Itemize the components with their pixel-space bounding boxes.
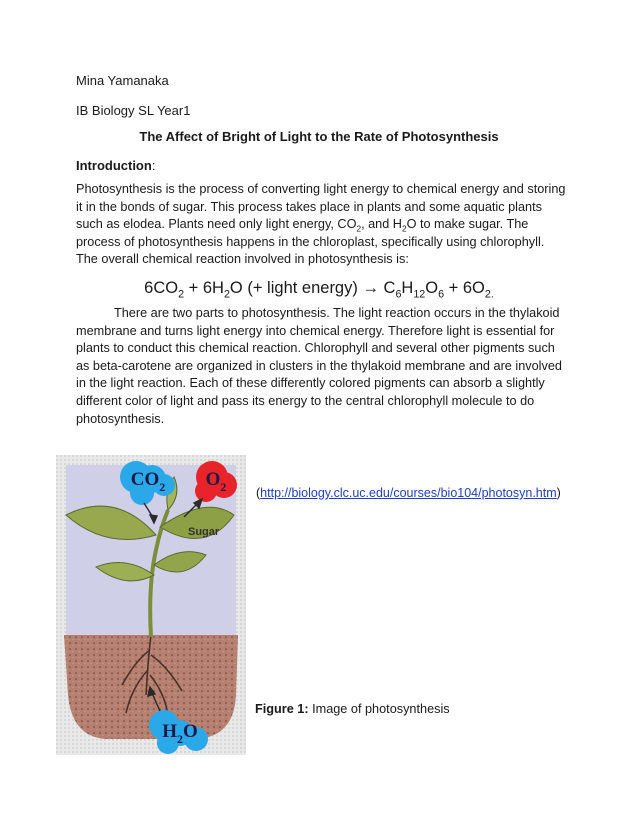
intro-paragraph-1 <box>76 181 566 269</box>
source-link[interactable]: http://biology.clc.uc.edu/courses/bio104/photosyn.htm <box>260 486 557 500</box>
eq-t6: O <box>425 279 439 297</box>
eq-t4: C <box>378 279 396 297</box>
eq-t7: + 6O <box>444 279 485 297</box>
source-close-paren: ) <box>556 486 561 500</box>
photosynthesis-equation <box>0 278 638 301</box>
eq-t3: O (+ light energy) <box>229 279 363 297</box>
sugar-label: Sugar <box>188 526 220 538</box>
h2o-sub-label: 2 <box>177 732 183 746</box>
introduction-heading-colon: : <box>151 158 156 173</box>
p1-sub-co2: 2 <box>356 224 362 234</box>
o2-sub-label: 2 <box>220 480 227 494</box>
figure-source <box>256 486 561 500</box>
p1-text-c: O to make sugar. The process of photosynthesis happens in the chloroplast, specifically using chlorophyll. The overall chemical reaction involved in photosynthesis is: <box>76 217 545 267</box>
co2-label: CO <box>130 469 160 490</box>
eq-s5: 6 <box>438 288 445 301</box>
eq-s6: 2. <box>484 288 494 301</box>
intro-paragraph-2: There are two parts to photosynthesis. The light reaction occurs in the thylakoid membrane and turns light energy into chemical energy. Therefore light is essential for plants to conduct this chemical reaction. Chlorophyll and several other pigments such as beta-carotene are organized in clusters in the thylakoid membrane and are involved in the light reaction. Each of these differently colored pigments can absorb a slightly different color of light and pass its energy to the central chlorophyll molecule to do photosynthesis. <box>76 306 562 426</box>
eq-s1: 2 <box>178 288 185 301</box>
p1-text-a: Photosynthesis is the process of converting light energy to chemical energy and storing it in the bonds of sugar. This process takes place in plants and some aquatic plants such as elodea. Plants need only light energy, CO <box>76 182 566 232</box>
eq-t1: 6CO <box>144 279 179 297</box>
author-name: Mina Yamanaka <box>76 73 169 88</box>
eq-s4: 12 <box>413 288 426 301</box>
section-heading-introduction <box>76 158 155 174</box>
eq-t5: H <box>401 279 414 297</box>
introduction-heading-text: Introduction <box>76 158 152 173</box>
eq-s3: 6 <box>395 288 402 301</box>
h2o-tail-label: O <box>183 721 198 742</box>
photosynthesis-illustration <box>56 455 246 755</box>
course-name: IB Biology SL Year1 <box>76 103 191 118</box>
h2o-label: H <box>162 721 177 742</box>
caption-label: Figure 1: <box>255 702 309 716</box>
arrow-icon: → <box>362 279 379 297</box>
source-open-paren: ( <box>256 486 261 500</box>
document-title: The Affect of Bright of Light to the Rate of Photosynthesis <box>139 129 499 144</box>
photosynthesis-figure <box>56 455 246 755</box>
o2-label: O <box>205 469 221 490</box>
p1-text-b: , and H <box>361 217 402 232</box>
eq-s2: 2 <box>223 288 230 301</box>
eq-t2: + 6H <box>184 279 224 297</box>
figure-caption <box>255 702 450 716</box>
co2-sub-label: 2 <box>159 480 166 494</box>
caption-text: Image of photosynthesis <box>308 702 450 716</box>
p1-sub-h2o: 2 <box>401 224 407 234</box>
